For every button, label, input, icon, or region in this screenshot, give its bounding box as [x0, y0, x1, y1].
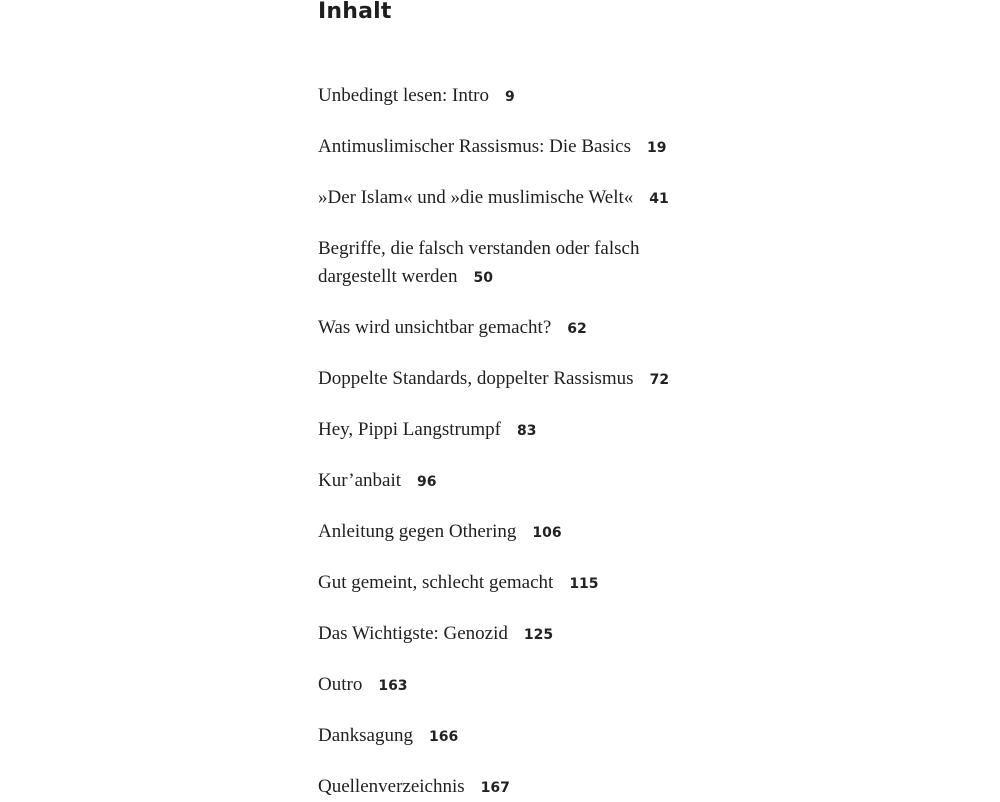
- toc-entry: [318, 518, 758, 547]
- toc-entry-page-number: 72: [649, 372, 670, 388]
- toc-entry-title: Outro: [318, 674, 363, 695]
- toc-entry-title: Quellenverzeichnis: [318, 776, 465, 797]
- toc-entry: [318, 184, 758, 213]
- toc-entry-page-number: 62: [567, 321, 587, 337]
- toc-entry: [318, 416, 758, 445]
- toc-entry: [318, 133, 758, 162]
- toc-entry-page-number: 167: [480, 780, 510, 796]
- toc-entry-page-number: 50: [473, 270, 493, 286]
- toc-entry-page-number: 106: [532, 525, 562, 541]
- toc-entry-page-number: 96: [417, 474, 437, 490]
- toc-entry-title: Danksagung: [318, 725, 413, 746]
- toc-entry-page-number: 83: [516, 423, 537, 439]
- toc-entry-page-number: 163: [378, 678, 408, 694]
- toc-entry: [318, 314, 758, 343]
- toc-entry-title: Doppelte Standards, doppelter Rassismus: [318, 368, 634, 389]
- toc-entry: [318, 569, 758, 598]
- toc-heading: Inhalt: [318, 0, 392, 24]
- toc-entry-title: Gut gemeint, schlecht gemacht: [318, 572, 554, 593]
- toc-entry-title: Antimuslimischer Rassismus: Die Basics: [318, 136, 631, 157]
- toc-entry: [318, 82, 758, 111]
- toc-entry-title: Unbedingt lesen: Intro: [318, 85, 489, 106]
- toc-entry-title: Begriffe, die falsch verstanden oder falsch: [318, 238, 640, 259]
- toc-entry-page-number: 19: [646, 140, 667, 156]
- toc-entry-page-number: 115: [569, 576, 599, 592]
- toc-entry-title: Kur’anbait: [318, 470, 402, 491]
- toc-entry-title: Anleitung gegen Othering: [318, 521, 517, 542]
- toc-entry: [318, 671, 758, 700]
- toc-entry-page-number: 166: [428, 729, 459, 745]
- toc-entry-page-number: 9: [504, 89, 515, 105]
- toc-entry-title: Was wird unsichtbar gemacht?: [318, 317, 552, 338]
- toc-entry-page-number: 41: [649, 191, 669, 207]
- toc-entry-title: »Der Islam« und »die muslimische Welt«: [318, 187, 634, 208]
- toc-entry-title: Hey, Pippi Langstrumpf: [318, 419, 501, 440]
- toc-entry: [318, 467, 758, 496]
- toc-entry: [318, 620, 758, 649]
- toc-entry: [318, 722, 758, 751]
- toc-entry: [318, 365, 758, 394]
- toc-entry: [318, 235, 758, 292]
- toc-entry-page-number: 125: [523, 627, 554, 643]
- toc-entry: [318, 773, 758, 802]
- toc-entry-title: Das Wichtigste: Genozid: [318, 623, 508, 644]
- toc-entry-title-line-2: dargestellt werden: [318, 266, 458, 287]
